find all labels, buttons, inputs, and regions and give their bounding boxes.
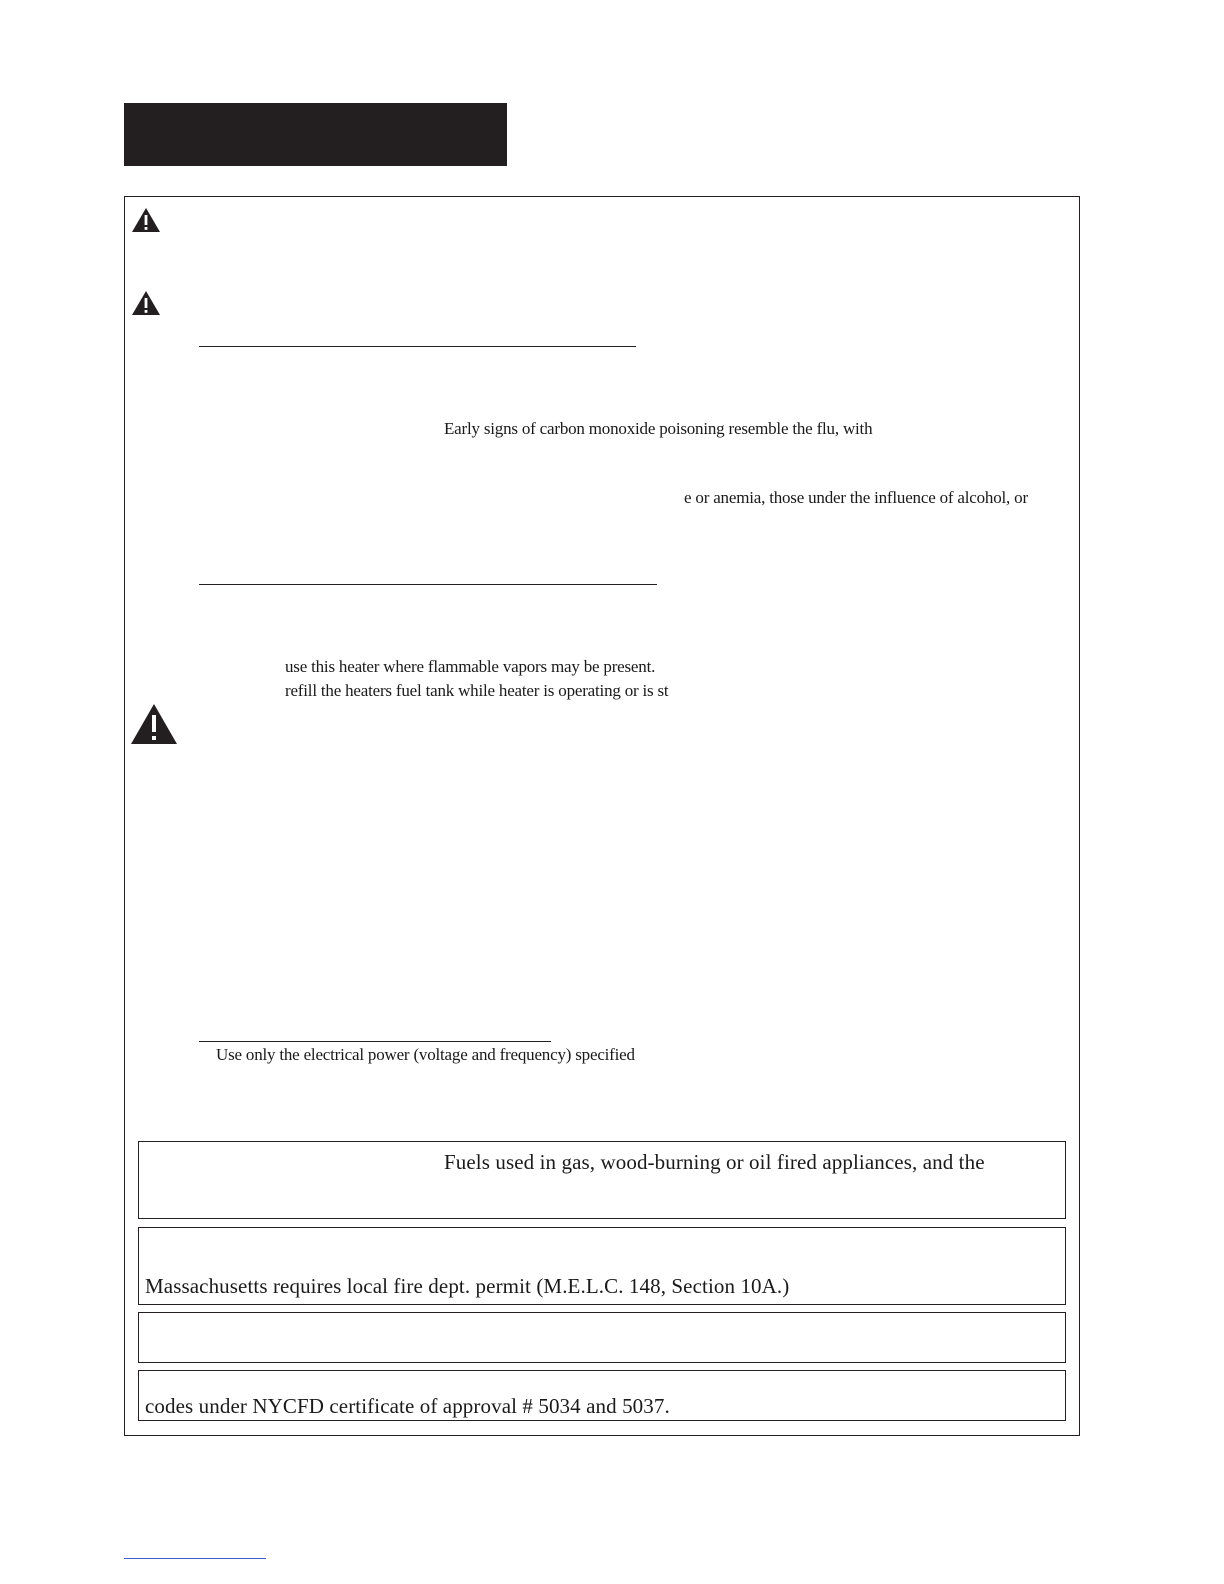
electrical-power-text: Use only the electrical power (voltage and frequency) specified — [216, 1045, 635, 1064]
section-header-bar — [124, 103, 507, 166]
co-symptoms-text: Early signs of carbon monoxide poisoning resemble the flu, with — [444, 419, 873, 438]
co-risk-groups-text: e or anemia, those under the influence of alcohol, or — [684, 488, 1028, 507]
notice-box-empty — [138, 1312, 1066, 1363]
flammable-vapors-text: use this heater where flammable vapors may be present. — [285, 657, 656, 676]
notice-nycfd-text: codes under NYCFD certificate of approval # 5034 and 5037. — [145, 1394, 670, 1418]
footer-rule — [124, 1558, 266, 1559]
section-rule — [199, 1041, 551, 1042]
warning-triangle-icon — [130, 703, 178, 745]
warning-triangle-icon — [131, 290, 161, 316]
warning-triangle-icon — [131, 207, 161, 233]
section-rule — [199, 584, 657, 585]
notice-fuels-text: Fuels used in gas, wood-burning or oil fired appliances, and the — [444, 1150, 985, 1174]
refill-warning-text: refill the heaters fuel tank while heater is operating or is st — [285, 681, 669, 700]
section-rule — [199, 346, 636, 347]
notice-massachusetts-text: Massachusetts requires local fire dept. permit (M.E.L.C. 148, Section 10A.) — [145, 1274, 790, 1298]
